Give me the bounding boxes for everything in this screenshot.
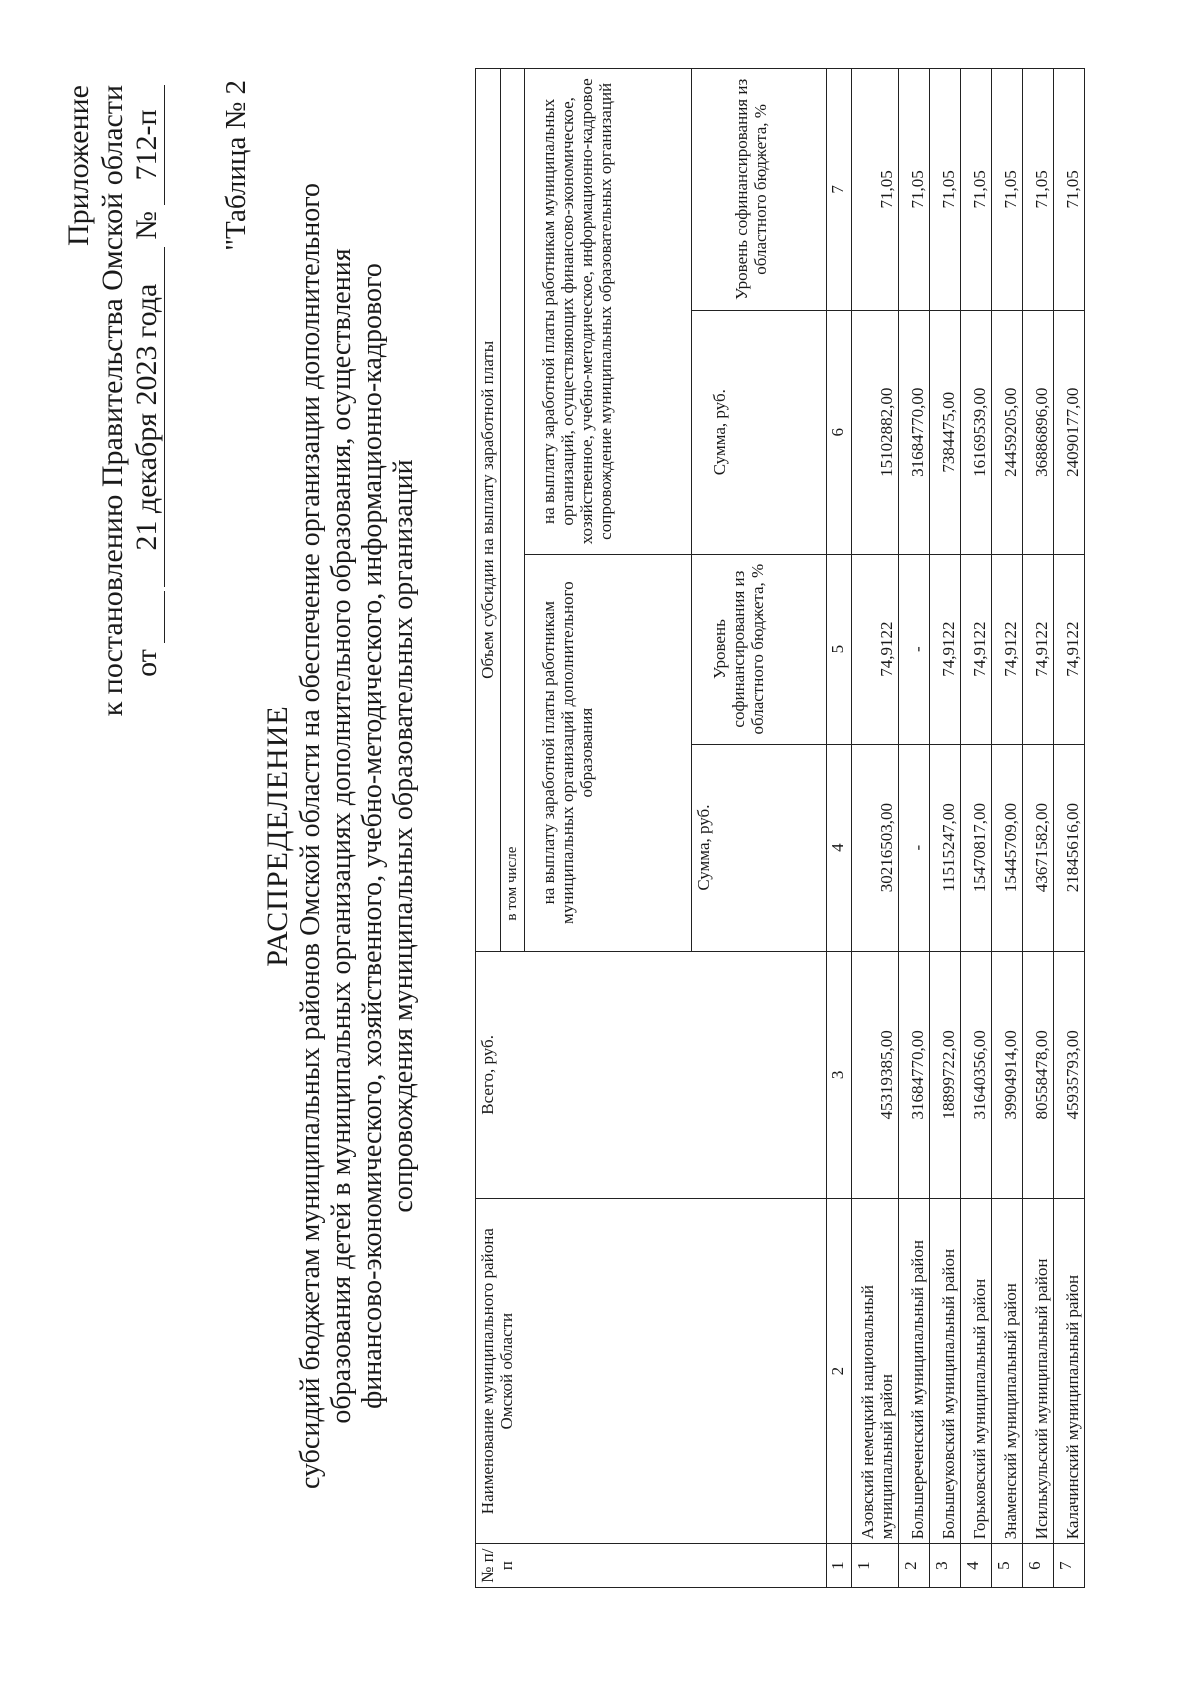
column-number-row xyxy=(827,69,852,1588)
header-group-a: на выплату заработной платы работникам муниципальных организаций дополнительного образования xyxy=(525,554,692,951)
row-level-b: 71,05 xyxy=(1054,69,1085,311)
row-total: 31640356,00 xyxy=(961,951,992,1198)
from-label: от xyxy=(130,649,163,677)
row-sum-b: 24459205,00 xyxy=(992,310,1023,554)
table-row xyxy=(899,69,930,1588)
title-line-3: финансово-экономического, хозяйственного, учебно-методического, информационно-кадрового xyxy=(357,263,388,1409)
table-row xyxy=(1054,69,1085,1588)
row-total: 45319385,00 xyxy=(852,951,899,1198)
row-num: 2 xyxy=(899,1544,930,1588)
row-level-b: 71,05 xyxy=(992,69,1023,311)
column-number: 4 xyxy=(827,744,852,951)
table-label: "Таблица № 2 xyxy=(220,80,252,251)
document-title xyxy=(262,116,419,1556)
row-level-b: 71,05 xyxy=(852,69,899,311)
header-volume: Объем субсидии на выплату заработной платы xyxy=(476,69,501,952)
row-sum-a: 15470817,00 xyxy=(961,744,992,951)
row-sum-b: 15102882,00 xyxy=(852,310,899,554)
row-district: Исилькульский муниципальный район xyxy=(1023,1199,1054,1544)
title-main: РАСПРЕДЕЛЕНИЕ xyxy=(261,705,294,967)
header-group-b: на выплату заработной платы работникам муниципальных организаций, осуществляющих финансово-экономическое, хозяйственное, учебно-методическое, информационно-кадровое сопровождение муниципальных образовательных организаций xyxy=(525,69,692,555)
row-level-a: 74,9122 xyxy=(1023,554,1054,744)
header-level-b: Уровень софинансирования из областного бюджета, % xyxy=(692,69,827,311)
table-row xyxy=(992,69,1023,1588)
row-level-a: - xyxy=(899,554,930,744)
header-total: Всего, руб. xyxy=(476,951,827,1198)
distribution-table xyxy=(475,68,1085,1588)
resolution-number: 712-п xyxy=(130,85,165,205)
row-level-b: 71,05 xyxy=(961,69,992,311)
row-level-a: 74,9122 xyxy=(992,554,1023,744)
row-sum-a: 21845616,00 xyxy=(1054,744,1085,951)
row-level-b: 71,05 xyxy=(899,69,930,311)
row-total: 45935793,00 xyxy=(1054,951,1085,1198)
header-sum-b: Сумма, руб. xyxy=(692,310,827,554)
title-line-4: сопровождения муниципальных образовательных организаций xyxy=(388,459,419,1213)
table-row xyxy=(1023,69,1054,1588)
row-num: 1 xyxy=(852,1544,899,1588)
table-row xyxy=(961,69,992,1588)
row-district: Калачинский муниципальный район xyxy=(1054,1199,1085,1544)
row-level-b: 71,05 xyxy=(1023,69,1054,311)
row-num: 4 xyxy=(961,1544,992,1588)
title-line-2: образования детей в муниципальных организациях дополнительного образования, осуществления xyxy=(326,248,357,1424)
row-sum-b: 7384475,00 xyxy=(930,310,961,554)
row-district: Горьковский муниципальный район xyxy=(961,1199,992,1544)
column-number: 7 xyxy=(827,69,852,311)
header-level-a: Уровень софинансирования из областного бюджета, % xyxy=(692,554,827,744)
row-level-b: 71,05 xyxy=(930,69,961,311)
row-district: Большереченский муниципальный район xyxy=(899,1199,930,1544)
table-row xyxy=(930,69,961,1588)
resolution-date: 21 декабря 2023 года xyxy=(130,247,165,587)
column-number: 5 xyxy=(827,554,852,744)
row-num: 5 xyxy=(992,1544,1023,1588)
appendix-date-line xyxy=(130,85,165,716)
row-sum-b: 16169539,00 xyxy=(961,310,992,554)
row-total: 18899722,00 xyxy=(930,951,961,1198)
row-district: Большеуковский муниципальный район xyxy=(930,1199,961,1544)
title-line-1: субсидий бюджетам муниципальных районов Омской области на обеспечение организации дополнительного xyxy=(295,182,326,1490)
appendix-resolution-line: к постановлению Правительства Омской области xyxy=(96,85,129,717)
row-sum-a: 15445709,00 xyxy=(992,744,1023,951)
column-number: 6 xyxy=(827,310,852,554)
from-blank xyxy=(130,591,165,643)
column-number: 2 xyxy=(827,1199,852,1544)
row-sum-a: 43671582,00 xyxy=(1023,744,1054,951)
number-label: № xyxy=(130,211,163,240)
row-sum-a: 30216503,00 xyxy=(852,744,899,951)
header-including: в том числе xyxy=(501,69,525,952)
appendix-header xyxy=(62,85,165,716)
row-level-a: 74,9122 xyxy=(930,554,961,744)
header-sum-a: Сумма, руб. xyxy=(692,744,827,951)
row-total: 80558478,00 xyxy=(1023,951,1054,1198)
row-sum-b: 24090177,00 xyxy=(1054,310,1085,554)
header-num: № п/п xyxy=(476,1544,827,1588)
row-num: 6 xyxy=(1023,1544,1054,1588)
table-row xyxy=(852,69,899,1588)
row-level-a: 74,9122 xyxy=(1054,554,1085,744)
row-level-a: 74,9122 xyxy=(961,554,992,744)
row-total: 31684770,00 xyxy=(899,951,930,1198)
row-level-a: 74,9122 xyxy=(852,554,899,744)
row-district: Знаменский муниципальный район xyxy=(992,1199,1023,1544)
row-num: 7 xyxy=(1054,1544,1085,1588)
column-number: 3 xyxy=(827,951,852,1198)
row-sum-a: 11515247,00 xyxy=(930,744,961,951)
row-sum-b: 31684770,00 xyxy=(899,310,930,554)
row-sum-a: - xyxy=(899,744,930,951)
row-sum-b: 36886896,00 xyxy=(1023,310,1054,554)
row-num: 3 xyxy=(930,1544,961,1588)
header-name: Наименование муниципального района Омской области xyxy=(476,1199,827,1544)
row-district: Азовский немецкий национальный муниципальный район xyxy=(852,1199,899,1544)
column-number: 1 xyxy=(827,1544,852,1588)
row-total: 39904914,00 xyxy=(992,951,1023,1198)
appendix-title: Приложение xyxy=(62,85,95,247)
